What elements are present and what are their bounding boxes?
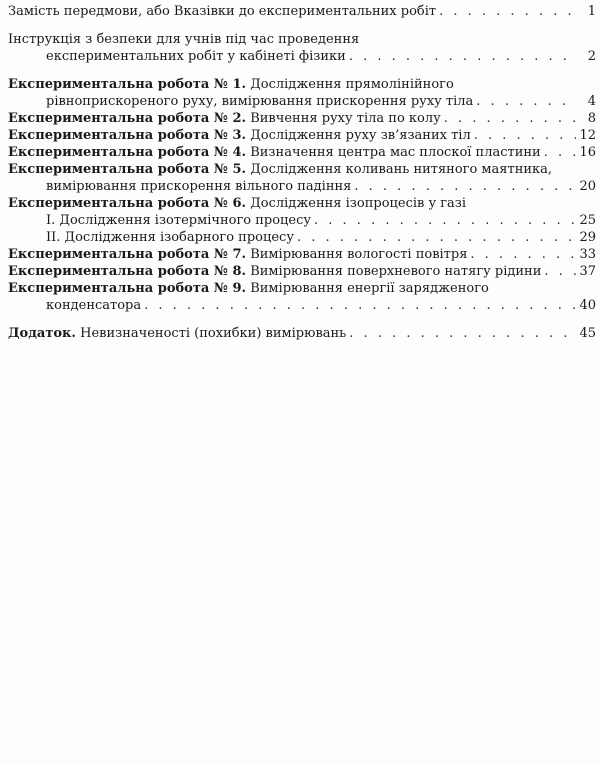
leader-dots <box>349 325 576 342</box>
toc-entry-title-continued: рівноприскореного руху, вимірювання прискорення руху тіла <box>46 94 474 109</box>
toc-entry-title: Замість передмови, або Вказівки до експериментальних робіт <box>8 4 437 19</box>
leader-dots <box>474 127 577 144</box>
toc-entry-title: Дослідження ізопроцесів у газі <box>250 196 467 211</box>
toc-entry-work-2[interactable] <box>8 110 596 127</box>
toc-page-number: 16 <box>579 145 596 160</box>
toc-page-number: 4 <box>587 94 596 109</box>
leader-dots <box>444 110 577 127</box>
toc-subentry-title: І. Дослідження ізотермічного процесу <box>46 213 312 228</box>
toc-entry-label: Додаток. <box>8 326 76 341</box>
toc-entry-title: Визначення центра мас плоскої пластини <box>250 145 541 160</box>
toc-entry-label: Експериментальна робота № 6. <box>8 196 247 211</box>
table-of-contents <box>8 3 596 342</box>
toc-entry-appendix[interactable] <box>8 325 596 342</box>
toc-entry-title: Вимірювання вологості повітря <box>250 247 468 262</box>
toc-page-number: 45 <box>579 326 596 341</box>
leader-dots <box>354 178 576 195</box>
toc-page-number: 33 <box>579 247 596 262</box>
toc-entry-work-1[interactable] <box>8 76 596 110</box>
toc-entry-work-5[interactable] <box>8 161 596 195</box>
toc-entry-work-4[interactable] <box>8 144 596 161</box>
toc-subentry-isothermal[interactable] <box>8 212 596 229</box>
toc-entry-safety-instruction[interactable] <box>8 31 596 65</box>
toc-page-number: 20 <box>579 179 596 194</box>
toc-entry-foreword[interactable] <box>8 3 596 20</box>
toc-entry-title: Інструкція з безпеки для учнів під час проведення <box>8 32 360 47</box>
toc-entry-title: Дослідження прямолінійного <box>250 77 454 92</box>
toc-subentry-isobaric[interactable] <box>8 229 596 246</box>
leader-dots <box>439 3 577 20</box>
toc-page-number: 25 <box>579 213 596 228</box>
toc-entry-label: Експериментальна робота № 1. <box>8 77 247 92</box>
toc-entry-label: Експериментальна робота № 8. <box>8 264 247 279</box>
toc-entry-label: Експериментальна робота № 3. <box>8 128 247 143</box>
leader-dots <box>470 246 576 263</box>
toc-entry-title: Невизначеності (похибки) вимірювань <box>80 326 347 341</box>
leader-dots <box>476 93 577 110</box>
toc-entry-title: Вимірювання енергії зарядженого <box>250 281 489 296</box>
toc-entry-work-6[interactable] <box>8 195 596 212</box>
toc-entry-label: Експериментальна робота № 4. <box>8 145 247 160</box>
toc-subentry-title: ІІ. Дослідження ізобарного процесу <box>46 230 294 245</box>
toc-entry-work-8[interactable] <box>8 263 596 280</box>
toc-page-number: 40 <box>579 298 596 313</box>
toc-page-number: 37 <box>579 264 596 279</box>
leader-dots <box>314 212 576 229</box>
leader-dots <box>349 48 577 65</box>
toc-entry-title: Вимірювання поверхневого натягу рідини <box>250 264 542 279</box>
toc-entry-work-9[interactable] <box>8 280 596 314</box>
toc-entry-title: Дослідження коливань нитяного маятника, <box>250 162 553 177</box>
toc-entry-label: Експериментальна робота № 5. <box>8 162 247 177</box>
leader-dots <box>544 263 576 280</box>
toc-entry-title-continued: конденсатора <box>46 298 142 313</box>
toc-page-number: 29 <box>579 230 596 245</box>
toc-page-number: 12 <box>579 128 596 143</box>
toc-page-number: 2 <box>587 49 596 64</box>
toc-entry-label: Експериментальна робота № 9. <box>8 281 247 296</box>
toc-entry-work-3[interactable] <box>8 127 596 144</box>
toc-entry-title: Дослідження руху зв’язаних тіл <box>250 128 471 143</box>
leader-dots <box>297 229 576 246</box>
leader-dots <box>544 144 577 161</box>
toc-entry-title-continued: експериментальних робіт у кабінеті фізики <box>46 49 346 64</box>
toc-entry-title: Вивчення руху тіла по колу <box>250 111 441 126</box>
leader-dots <box>144 297 576 314</box>
toc-page-number: 8 <box>587 111 596 126</box>
toc-entry-label: Експериментальна робота № 2. <box>8 111 247 126</box>
toc-entry-label: Експериментальна робота № 7. <box>8 247 247 262</box>
toc-page-number: 1 <box>587 4 596 19</box>
toc-entry-title-continued: вимірювання прискорення вільного падіння <box>46 179 352 194</box>
toc-entry-work-7[interactable] <box>8 246 596 263</box>
